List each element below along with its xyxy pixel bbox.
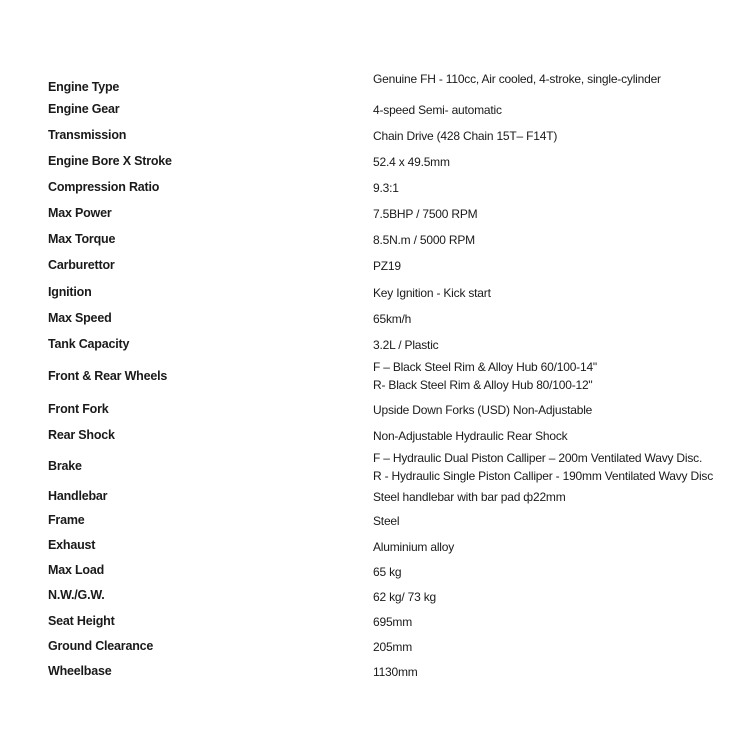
spec-value-line: 65 kg bbox=[373, 565, 402, 579]
spec-value-line: 205mm bbox=[373, 640, 413, 654]
spec-value-line: 4-speed Semi- automatic bbox=[373, 103, 502, 117]
spec-value-line: 1130mm bbox=[373, 665, 418, 679]
spec-value bbox=[373, 538, 454, 556]
spec-label: Max Speed bbox=[48, 311, 112, 325]
spec-label: Compression Ratio bbox=[48, 180, 160, 194]
spec-value-line: 62 kg/ 73 kg bbox=[373, 590, 436, 604]
spec-value-line: R- Black Steel Rim & Alloy Hub 80/100-12" bbox=[373, 378, 593, 392]
spec-value bbox=[373, 336, 438, 354]
spec-value bbox=[373, 488, 566, 506]
spec-value-line: Chain Drive (428 Chain 15T– F14T) bbox=[373, 129, 558, 143]
spec-label: Frame bbox=[48, 513, 85, 527]
spec-value bbox=[373, 310, 411, 328]
spec-value bbox=[373, 205, 477, 223]
spec-value bbox=[373, 512, 399, 530]
spec-value-line: 7.5BHP / 7500 RPM bbox=[373, 207, 478, 221]
spec-value bbox=[373, 427, 567, 445]
spec-value bbox=[373, 257, 401, 275]
spec-label: Exhaust bbox=[48, 538, 96, 552]
spec-value-line: 3.2L / Plastic bbox=[373, 338, 439, 352]
spec-value bbox=[373, 179, 399, 197]
spec-label: N.W./G.W. bbox=[48, 588, 105, 602]
spec-value-line: F – Hydraulic Dual Piston Calliper – 200m Ventilated Wavy Disc. bbox=[373, 451, 703, 465]
spec-value-line: Key Ignition - Kick start bbox=[373, 286, 491, 300]
spec-label: Carburettor bbox=[48, 258, 115, 272]
spec-value-line: 8.5N.m / 5000 RPM bbox=[373, 233, 475, 247]
spec-value bbox=[373, 153, 450, 171]
spec-label: Max Torque bbox=[48, 232, 116, 246]
spec-value bbox=[373, 101, 502, 119]
spec-value-line: Aluminium alloy bbox=[373, 540, 455, 554]
spec-value bbox=[373, 588, 436, 606]
spec-value-line: PZ19 bbox=[373, 259, 401, 273]
spec-value-line: 52.4 x 49.5mm bbox=[373, 155, 450, 169]
spec-label: Engine Type bbox=[48, 80, 120, 94]
spec-label: Rear Shock bbox=[48, 428, 115, 442]
spec-label: Brake bbox=[48, 459, 82, 473]
spec-label: Front & Rear Wheels bbox=[48, 369, 168, 383]
spec-value-line: R - Hydraulic Single Piston Calliper - 190mm Ventilated Wavy Disc bbox=[373, 469, 714, 483]
spec-value bbox=[373, 638, 412, 656]
spec-label: Max Load bbox=[48, 563, 105, 577]
spec-label: Engine Bore X Stroke bbox=[48, 154, 172, 168]
spec-label: Seat Height bbox=[48, 614, 115, 628]
spec-value bbox=[373, 663, 418, 681]
spec-value bbox=[373, 563, 401, 581]
spec-label: Max Power bbox=[48, 206, 112, 220]
spec-label: Tank Capacity bbox=[48, 337, 130, 351]
spec-value bbox=[373, 401, 592, 419]
spec-value bbox=[373, 284, 491, 302]
spec-value bbox=[373, 70, 661, 88]
spec-value-line: F – Black Steel Rim & Alloy Hub 60/100-14" bbox=[373, 360, 597, 374]
spec-label: Ground Clearance bbox=[48, 639, 154, 653]
spec-value-line: 695mm bbox=[373, 615, 413, 629]
spec-label: Engine Gear bbox=[48, 102, 120, 116]
spec-value bbox=[373, 613, 412, 631]
spec-value-line: Non-Adjustable Hydraulic Rear Shock bbox=[373, 429, 568, 443]
spec-value bbox=[373, 449, 713, 485]
spec-value bbox=[373, 358, 597, 394]
spec-value-line: Genuine FH - 110cc, Air cooled, 4-stroke, single-cylinder bbox=[373, 72, 661, 86]
spec-label: Ignition bbox=[48, 285, 92, 299]
spec-value-line: Steel handlebar with bar pad ф22mm bbox=[373, 490, 566, 504]
spec-value bbox=[373, 127, 557, 145]
spec-value-line: Upside Down Forks (USD) Non-Adjustable bbox=[373, 403, 593, 417]
spec-label: Transmission bbox=[48, 128, 127, 142]
spec-value bbox=[373, 231, 475, 249]
spec-label: Handlebar bbox=[48, 489, 108, 503]
spec-value-line: 65km/h bbox=[373, 312, 412, 326]
spec-value-line: 9.3:1 bbox=[373, 181, 399, 195]
spec-label: Wheelbase bbox=[48, 664, 112, 678]
spec-value-line: Steel bbox=[373, 514, 400, 528]
spec-label: Front Fork bbox=[48, 402, 109, 416]
